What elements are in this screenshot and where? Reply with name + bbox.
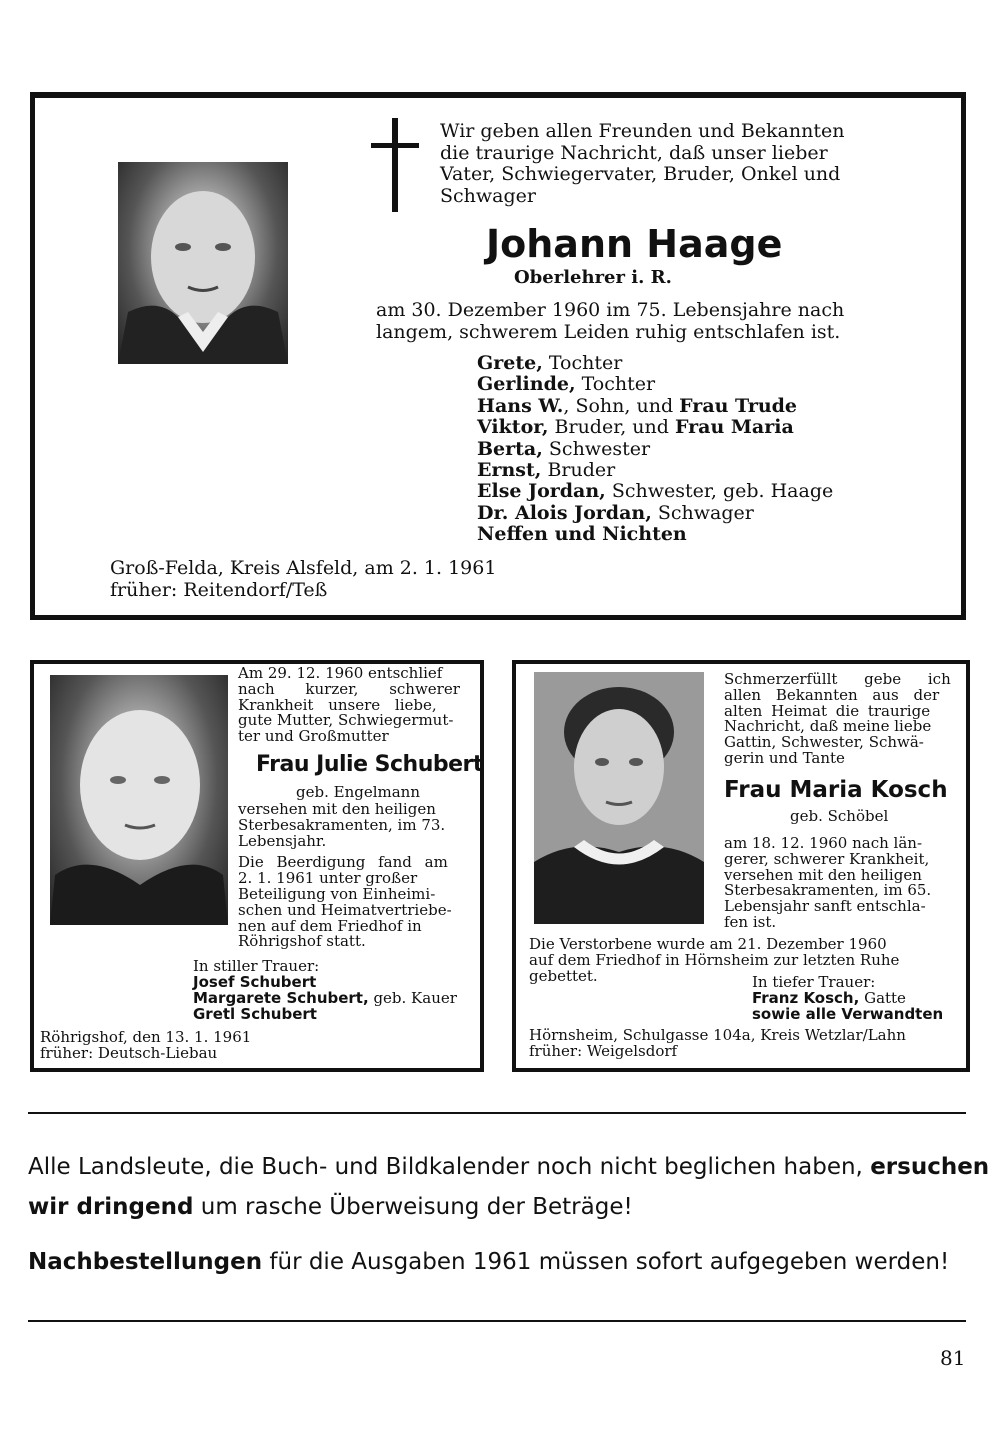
kosch-mourner: Franz Kosch, Gatte: [752, 989, 906, 1007]
kosch-intro-line: alten Heimat die traurige: [724, 701, 931, 720]
kosch-body: [724, 836, 956, 931]
kosch-burial-line: auf dem Friedhof in Hörnsheim zur letzten Ruhe: [529, 950, 900, 969]
announcement-payment: [28, 1147, 990, 1227]
schubert-intro-line: Krankheit unsere liebe,: [238, 695, 437, 714]
schubert-place: [40, 1030, 251, 1062]
kosch-body-line: gerer, schwerer Krankheit,: [724, 849, 930, 868]
schubert-body-line: schen und Heimatvertriebe-: [238, 900, 452, 919]
kosch-body-line: am 18. 12. 1960 nach län-: [724, 834, 923, 852]
main-intro-line: Wir geben allen Freunden und Bekannten: [440, 120, 845, 142]
deceased-title: Oberlehrer i. R.: [514, 267, 672, 288]
schubert-place-line: früher: Deutsch-Liebau: [40, 1043, 218, 1062]
kosch-mourners: [752, 991, 943, 1023]
schubert-mourner: Margarete Schubert, geb. Kauer: [193, 988, 457, 1007]
kosch-body-line: Lebensjahr sanft entschla-: [724, 897, 926, 916]
kosch-intro-line: allen Bekannten aus der: [724, 685, 940, 704]
main-intro-line: Vater, Schwiegervater, Bruder, Onkel und: [440, 163, 841, 185]
kosch-burial-line: gebettet.: [529, 966, 598, 985]
schubert-intro-line: gute Mutter, Schwiegermut-: [238, 711, 454, 730]
announcement-line: wir dringend um rasche Überweisung der Beträge!: [28, 1194, 633, 1220]
family-member: Hans W., Sohn, und Frau Trude: [477, 394, 798, 417]
schubert-place-line: Röhrigshof, den 13. 1. 1961: [40, 1028, 252, 1046]
schubert-born: geb. Engelmann: [296, 783, 420, 801]
kosch-body-line: Sterbesakramenten, im 65.: [724, 881, 932, 900]
schubert-intro-line: Am 29. 12. 1960 entschlief: [238, 664, 443, 682]
main-death-text: [376, 300, 896, 343]
page-number: 81: [940, 1346, 966, 1370]
family-member: Gerlinde, Tochter: [477, 373, 656, 396]
family-member: Ernst, Bruder: [477, 459, 616, 482]
schubert-intro-line: ter und Großmutter: [238, 727, 389, 746]
kosch-intro-line: gerin und Tante: [724, 748, 845, 767]
cross-icon-horizontal: [371, 143, 419, 148]
main-place-line: Groß-Felda, Kreis Alsfeld, am 2. 1. 1961: [110, 557, 497, 579]
deceased-name-julie-schubert: Frau Julie Schubert: [256, 752, 483, 777]
main-intro-text: [440, 121, 900, 207]
kosch-intro-line: Gattin, Schwester, Schwä-: [724, 733, 924, 752]
main-death-line: am 30. Dezember 1960 im 75. Lebensjahre nach: [376, 299, 845, 321]
schubert-mourning: In stiller Trauer:: [193, 957, 320, 975]
main-intro-line: Schwager: [440, 184, 536, 207]
announcement-line: Alle Landsleute, die Buch- und Bildkalender noch nicht beglichen haben, ersuchen: [28, 1154, 990, 1180]
schubert-body-line: Beteiligung von Einheimi-: [238, 884, 436, 903]
kosch-place-line: Hörnsheim, Schulgasse 104a, Kreis Wetzlar/Lahn: [529, 1026, 906, 1044]
main-intro-line: die traurige Nachricht, daß unser lieber: [440, 141, 828, 164]
main-place-date: [110, 558, 496, 601]
portrait-johann-haage: [118, 162, 288, 364]
kosch-body-line: fen ist.: [724, 912, 777, 931]
divider-bottom: [28, 1320, 966, 1322]
family-member: Berta, Schwester: [477, 437, 651, 460]
kosch-intro: [724, 672, 954, 767]
schubert-intro: [238, 666, 468, 745]
schubert-intro-line: nach kurzer, schwerer: [238, 679, 460, 698]
deceased-name-johann-haage: Johann Haage: [486, 222, 783, 266]
family-member: Else Jordan, Schwester, geb. Haage: [477, 480, 834, 503]
schubert-mourner: Gretl Schubert: [193, 1004, 317, 1023]
family-member: Grete, Tochter: [477, 352, 623, 374]
schubert-body-line: nen auf dem Friedhof in: [238, 916, 422, 935]
deceased-name-maria-kosch: Frau Maria Kosch: [724, 777, 948, 803]
kosch-place-line: früher: Weigelsdorf: [529, 1041, 678, 1060]
divider-top: [28, 1112, 966, 1114]
schubert-body-line: versehen mit den heiligen: [238, 800, 436, 818]
schubert-mourners: [193, 975, 457, 1022]
portrait-maria-kosch: [534, 672, 704, 924]
kosch-place: [529, 1028, 906, 1060]
cross-icon-vertical: [392, 118, 398, 212]
schubert-body-line: Röhrigshof statt.: [238, 932, 366, 951]
kosch-intro-line: Schmerzerfüllt gebe ich: [724, 670, 951, 688]
announcement-reorders: Nachbestellungen für die Ausgaben 1961 müssen sofort aufgegeben werden!: [28, 1249, 950, 1275]
schubert-body-line: Lebensjahr.: [238, 831, 327, 850]
portrait-julie-schubert: [50, 675, 228, 925]
main-place-line: früher: Reitendorf/Teß: [110, 578, 328, 601]
schubert-body: [238, 802, 470, 950]
kosch-mourning: In tiefer Trauer:: [752, 973, 876, 991]
kosch-body-line: versehen mit den heiligen: [724, 865, 922, 884]
kosch-born: geb. Schöbel: [790, 807, 889, 825]
main-death-line: langem, schwerem Leiden ruhig entschlafen ist.: [376, 320, 841, 343]
schubert-body-line: Sterbesakramenten, im 73.: [238, 815, 446, 834]
kosch-mourner: sowie alle Verwandten: [752, 1004, 944, 1023]
schubert-mourner: Josef Schubert: [193, 973, 317, 991]
schubert-body-line: Die Beerdigung fand am: [238, 853, 448, 872]
kosch-burial-line: Die Verstorbene wurde am 21. Dezember 1960: [529, 935, 887, 953]
family-member: Viktor, Bruder, und Frau Maria: [477, 416, 794, 439]
family-member: Dr. Alois Jordan, Schwager: [477, 501, 754, 524]
family-member: Neffen und Nichten: [477, 523, 687, 546]
kosch-intro-line: Nachricht, daß meine liebe: [724, 717, 932, 736]
family-mourners-list: [477, 353, 833, 546]
schubert-body-line: 2. 1. 1961 unter großer: [238, 869, 418, 888]
